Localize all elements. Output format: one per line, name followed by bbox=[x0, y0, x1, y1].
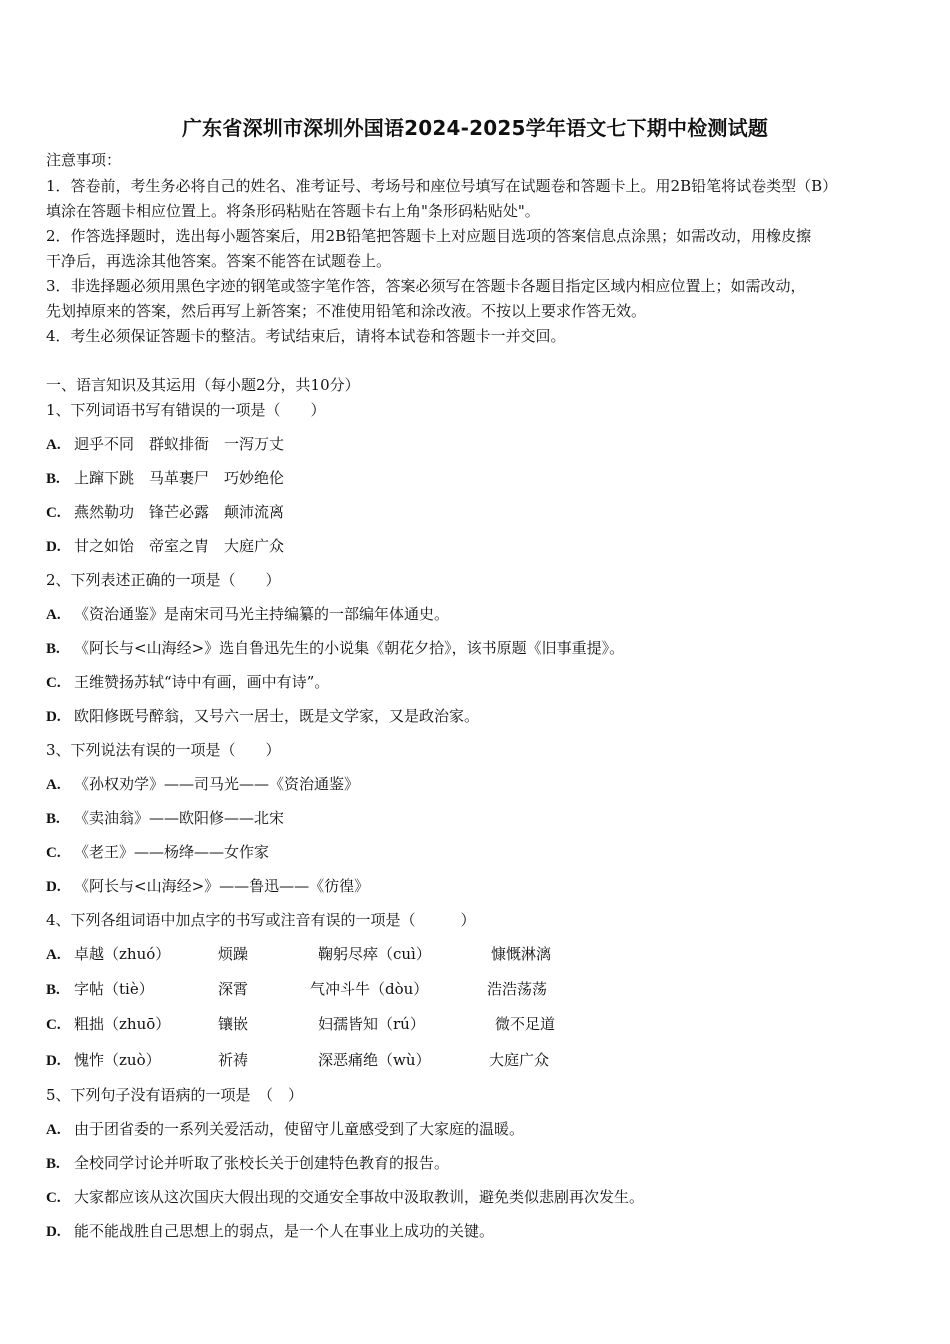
option-label: D. bbox=[46, 1224, 61, 1240]
option-row bbox=[46, 604, 449, 625]
option-word: 浩浩荡荡 bbox=[487, 980, 548, 998]
option-label: D. bbox=[46, 879, 61, 895]
option-label: B. bbox=[46, 1156, 60, 1172]
option-text: 上蹿下跳 马革裹尸 巧妙绝伦 bbox=[74, 469, 285, 487]
option-row bbox=[46, 1221, 494, 1242]
notice-heading: 注意事项： bbox=[46, 151, 122, 169]
option-label: A. bbox=[46, 947, 61, 963]
option-text: 全校同学讨论并听取了张校长关于创建特色教育的报告。 bbox=[74, 1154, 450, 1172]
option-row bbox=[46, 434, 284, 455]
notice-line: 3．非选择题必须用黑色字迹的钢笔或签字笔作答，答案必须写在答题卡各题目指定区域内相应位置上；如需改动， bbox=[46, 277, 806, 295]
option-label: C. bbox=[46, 1190, 61, 1206]
option-word: 字帖（tiè） bbox=[74, 980, 154, 998]
option-row bbox=[46, 1187, 644, 1208]
option-row bbox=[46, 706, 479, 727]
option-word: 慷慨淋漓 bbox=[491, 945, 552, 963]
option-row bbox=[46, 876, 369, 897]
option-text: 甘之如饴 帝室之胄 大庭广众 bbox=[74, 537, 285, 555]
option-text: 《阿长与<山海经>》选自鲁迅先生的小说集《朝花夕拾》，该书原题《旧事重提》。 bbox=[74, 639, 625, 657]
notice-line: 2．作答选择题时，选出每小题答案后，用2B铅笔把答题卡上对应题目选项的答案信息点涂黑；如需改动，用橡皮擦 bbox=[46, 227, 812, 245]
option-label: B. bbox=[46, 641, 60, 657]
option-label: C. bbox=[46, 505, 61, 521]
option-label: B. bbox=[46, 471, 60, 487]
section-heading: 一、语言知识及其运用（每小题2分，共10分） bbox=[46, 376, 360, 394]
option-word: 卓越（zhuó） bbox=[74, 945, 171, 963]
notice-line: 先划掉原来的答案，然后再写上新答案；不准使用铅笔和涂改液。不按以上要求作答无效。 bbox=[46, 302, 647, 320]
option-row bbox=[46, 468, 284, 489]
option-text: 大家都应该从这次国庆大假出现的交通安全事故中汲取教训，避免类似悲剧再次发生。 bbox=[74, 1188, 645, 1206]
option-word: 粗拙（zhuō） bbox=[74, 1015, 171, 1033]
option-text: 《阿长与<山海经>》——鲁迅——《彷徨》 bbox=[74, 877, 370, 895]
option-word: 烦躁 bbox=[218, 945, 249, 963]
question-stem: 2、下列表述正确的一项是（ ） bbox=[46, 571, 281, 589]
option-label: A. bbox=[46, 777, 61, 793]
notice-line: 填涂在答题卡相应位置上。将条形码粘贴在答题卡右上角"条形码粘贴处"。 bbox=[46, 202, 540, 220]
option-word: 深恶痛绝（wù） bbox=[318, 1051, 431, 1069]
option-label: D. bbox=[46, 709, 61, 725]
option-word: 鞠躬尽瘁（cuì） bbox=[318, 945, 431, 963]
option-word: 愧怍（zuò） bbox=[74, 1051, 161, 1069]
page-title: 广东省深圳市深圳外国语2024-2025学年语文七下期中检测试题 bbox=[181, 116, 769, 140]
option-row bbox=[46, 808, 284, 829]
option-row bbox=[46, 536, 284, 557]
option-label: C. bbox=[46, 1017, 61, 1033]
option-label: A. bbox=[46, 437, 61, 453]
option-row bbox=[46, 502, 284, 523]
option-word: 大庭广众 bbox=[489, 1051, 550, 1069]
option-row bbox=[46, 638, 624, 659]
option-label: D. bbox=[46, 1053, 61, 1069]
notice-line: 4．考生必须保证答题卡的整洁。考试结束后，请将本试卷和答题卡一并交回。 bbox=[46, 327, 566, 345]
option-text: 欧阳修既号醉翁，又号六一居士，既是文学家，又是政治家。 bbox=[74, 707, 480, 725]
question-stem: 3、下列说法有误的一项是（ ） bbox=[46, 741, 281, 759]
option-label: B. bbox=[46, 982, 60, 998]
option-text: 能不能战胜自己思想上的弱点，是一个人在事业上成功的关键。 bbox=[74, 1222, 495, 1240]
option-word: 祈祷 bbox=[218, 1051, 249, 1069]
option-row bbox=[46, 1119, 524, 1140]
option-row bbox=[46, 774, 359, 795]
option-text: 《卖油翁》——欧阳修——北宋 bbox=[74, 809, 285, 827]
option-label: B. bbox=[46, 811, 60, 827]
option-word: 深霄 bbox=[218, 980, 249, 998]
option-label: C. bbox=[46, 845, 61, 861]
option-label: D. bbox=[46, 539, 61, 555]
option-text: 王维赞扬苏轼“诗中有画，画中有诗”。 bbox=[74, 673, 330, 691]
option-text: 《资治通鉴》是南宋司马光主持编纂的一部编年体通史。 bbox=[74, 605, 450, 623]
question-stem: 5、下列句子没有语病的一项是 （ ） bbox=[46, 1086, 304, 1104]
option-label: A. bbox=[46, 1122, 61, 1138]
option-row bbox=[46, 672, 329, 693]
option-row bbox=[46, 1153, 449, 1174]
option-text: 《孙权劝学》——司马光——《资治通鉴》 bbox=[74, 775, 360, 793]
option-text: 迥乎不同 群蚁排衙 一泻万丈 bbox=[74, 435, 285, 453]
option-label: C. bbox=[46, 675, 61, 691]
option-word: 妇孺皆知（rú） bbox=[318, 1015, 425, 1033]
option-text: 由于团省委的一系列关爱活动，使留守儿童感受到了大家庭的温暖。 bbox=[74, 1120, 525, 1138]
option-row bbox=[46, 842, 269, 863]
option-text: 《老王》——杨绛——女作家 bbox=[74, 843, 270, 861]
question-stem: 1、下列词语书写有错误的一项是（ ） bbox=[46, 401, 326, 419]
question-stem: 4、下列各组词语中加点字的书写或注音有误的一项是（ ） bbox=[46, 911, 476, 929]
notice-line: 1．答卷前，考生务必将自己的姓名、准考证号、考场号和座位号填写在试题卷和答题卡上。用2B铅笔将试卷类型（B） bbox=[46, 177, 838, 195]
option-label: A. bbox=[46, 607, 61, 623]
option-word: 微不足道 bbox=[495, 1015, 556, 1033]
option-word: 镶嵌 bbox=[218, 1015, 249, 1033]
option-text: 燕然勒功 锋芒必露 颠沛流离 bbox=[74, 503, 285, 521]
notice-line: 干净后，再选涂其他答案。答案不能答在试题卷上。 bbox=[46, 252, 392, 270]
option-word: 气冲斗牛（dòu） bbox=[310, 980, 429, 998]
